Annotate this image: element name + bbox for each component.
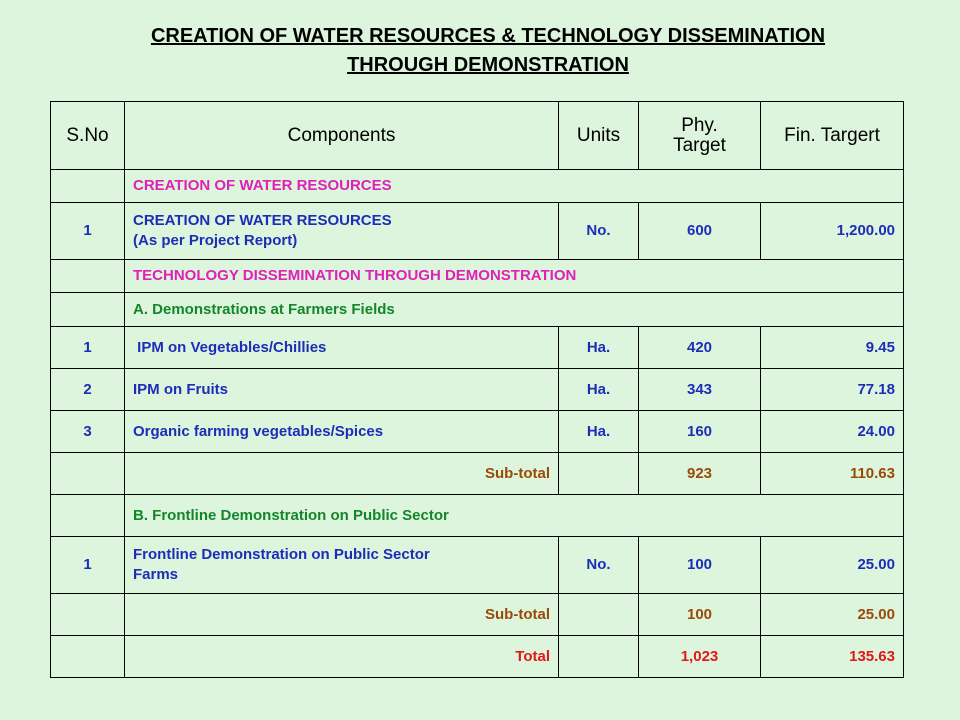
- row-units: No.: [559, 537, 639, 594]
- category-label: B. Frontline Demonstration on Public Sector: [125, 495, 904, 537]
- row-fin-target: 9.45: [761, 327, 904, 369]
- row-sno: 1: [51, 203, 125, 260]
- row-phy-target: 160: [639, 411, 761, 453]
- empty-cell: [51, 594, 125, 636]
- category-label: A. Demonstrations at Farmers Fields: [125, 293, 904, 327]
- table-row: [51, 537, 904, 594]
- subtotal-label: Sub-total: [125, 453, 559, 495]
- row-phy-target: 343: [639, 369, 761, 411]
- row-fin-target: 24.00: [761, 411, 904, 453]
- row-component-line1: CREATION OF WATER RESOURCES: [133, 212, 392, 229]
- row-fin-target: 25.00: [761, 537, 904, 594]
- row-sno: 1: [51, 537, 125, 594]
- page-title-line2: THROUGH DEMONSTRATION: [347, 54, 629, 76]
- row-fin-target: 1,200.00: [761, 203, 904, 260]
- header-fin-target: Fin. Targert: [761, 102, 904, 170]
- row-phy-target: 600: [639, 203, 761, 260]
- empty-cell: [51, 453, 125, 495]
- total-row: [51, 636, 904, 678]
- row-component: [125, 537, 559, 594]
- row-component-line1: Frontline Demonstration on Public Sector: [133, 546, 430, 563]
- section-row: [51, 260, 904, 293]
- row-fin-target: 77.18: [761, 369, 904, 411]
- header-sno: S.No: [51, 102, 125, 170]
- header-phy-target-line1: Phy.: [681, 114, 718, 136]
- section-label: CREATION OF WATER RESOURCES: [125, 170, 904, 203]
- row-component: IPM on Fruits: [125, 369, 559, 411]
- empty-cell: [51, 170, 125, 203]
- subtotal-label: Sub-total: [125, 594, 559, 636]
- category-row: [51, 293, 904, 327]
- empty-cell: [559, 453, 639, 495]
- targets-table: [50, 101, 904, 678]
- row-component-line2: Farms: [133, 566, 179, 583]
- row-component: [125, 203, 559, 260]
- subtotal-phy-target: 923: [639, 453, 761, 495]
- empty-cell: [51, 260, 125, 293]
- row-component-line2: (As per Project Report): [133, 232, 298, 249]
- subtotal-fin-target: 110.63: [761, 453, 904, 495]
- empty-cell: [51, 636, 125, 678]
- subtotal-row: [51, 594, 904, 636]
- header-units: Units: [559, 102, 639, 170]
- section-label: TECHNOLOGY DISSEMINATION THROUGH DEMONSTRATION: [125, 260, 904, 293]
- table-row: [51, 327, 904, 369]
- row-units: Ha.: [559, 369, 639, 411]
- row-units: Ha.: [559, 327, 639, 369]
- total-fin-target: 135.63: [761, 636, 904, 678]
- header-components: Components: [125, 102, 559, 170]
- total-label: Total: [125, 636, 559, 678]
- row-units: No.: [559, 203, 639, 260]
- category-row: [51, 495, 904, 537]
- total-phy-target: 1,023: [639, 636, 761, 678]
- row-component: Organic farming vegetables/Spices: [125, 411, 559, 453]
- table-row: [51, 203, 904, 260]
- header-phy-target-line2: Target: [673, 134, 726, 156]
- header-phy-target: [639, 102, 761, 170]
- empty-cell: [51, 293, 125, 327]
- table-row: [51, 411, 904, 453]
- row-sno: 2: [51, 369, 125, 411]
- empty-cell: [559, 636, 639, 678]
- empty-cell: [51, 495, 125, 537]
- row-phy-target: 420: [639, 327, 761, 369]
- row-units: Ha.: [559, 411, 639, 453]
- section-row: [51, 170, 904, 203]
- page-title-line1: CREATION OF WATER RESOURCES & TECHNOLOGY DISSEMINATION: [150, 25, 826, 47]
- row-sno: 3: [51, 411, 125, 453]
- row-phy-target: 100: [639, 537, 761, 594]
- subtotal-phy-target: 100: [639, 594, 761, 636]
- subtotal-fin-target: 25.00: [761, 594, 904, 636]
- page-title: [0, 22, 960, 80]
- row-component: IPM on Vegetables/Chillies: [125, 327, 559, 369]
- table-header-row: [51, 102, 904, 170]
- row-sno: 1: [51, 327, 125, 369]
- table-row: [51, 369, 904, 411]
- empty-cell: [559, 594, 639, 636]
- subtotal-row: [51, 453, 904, 495]
